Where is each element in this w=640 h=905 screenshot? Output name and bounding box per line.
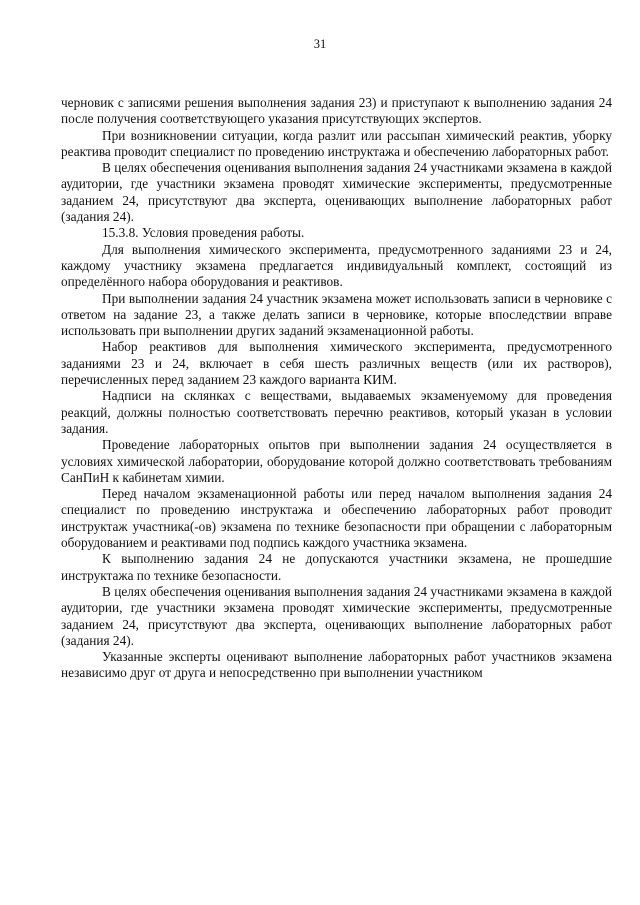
section-heading-15-3-8: 15.3.8. Условия проведения работы. bbox=[102, 225, 305, 241]
paragraph-draft-notes: При выполнении задания 24 участник экзамена может использовать записи в черновике с ответом на задание 23, а также делать записи в черновике, которые впоследствии вправе использовать при выполнении других заданий экзаменационной работы. bbox=[61, 290, 612, 339]
paragraph-experts-presence: В целях обеспечения оценивания выполнения задания 24 участниками экзамена в каждой аудитории, где участники экзамена проводят химические эксперименты, предусмотренные заданием 24, присутствуют два эксперта, оценивающих выполнение лабораторных работ (задания 24). bbox=[61, 160, 612, 225]
paragraph-experts-presence-repeat: В целях обеспечения оценивания выполнения задания 24 участниками экзамена в каждой аудитории, где участники экзамена проводят химические эксперименты, предусмотренные заданием 24, присутствуют два эксперта, оценивающих выполнение лабораторных работ (задания 24). bbox=[61, 583, 612, 648]
paragraph-lab-conditions: Проведение лабораторных опытов при выполнении задания 24 осуществляется в условиях химической лаборатории, оборудование которой должно соответствовать требованиям СанПиН к кабинетам химии. bbox=[61, 437, 612, 485]
paragraph-admission: К выполнению задания 24 не допускаются участники экзамена, не прошедшие инструктажа по технике безопасности. bbox=[61, 551, 612, 583]
paragraph-individual-kit: Для выполнения химического эксперимента, предусмотренного заданиями 23 и 24, каждому участнику экзамена предлагается индивидуальный комплект, состоящий из определённого набора оборудования и реактивов. bbox=[61, 241, 612, 290]
paragraph-reagent-set: Набор реактивов для выполнения химического эксперимента, предусмотренного заданиями 23 и 24, включает в себя шесть различных веществ (или их растворов), перечисленных перед заданием 23 каждого варианта КИМ. bbox=[61, 339, 612, 388]
paragraph-independent-assessment: Указанные эксперты оценивают выполнение лабораторных работ участников экзамена независимо друг от друга и непосредственно при выполнении участником bbox=[61, 649, 612, 681]
document-body bbox=[61, 95, 612, 682]
paragraph-continuation: черновик с записями решения выполнения задания 23) и приступают к выполнению задания 24 после получения соответствующего указания присутствующих экспертов. bbox=[61, 95, 612, 127]
page-number: 31 bbox=[313, 37, 327, 51]
paragraph-safety-briefing: Перед началом экзаменационной работы или перед началом выполнения задания 24 специалист по проведению инструктажа и обеспечению лабораторных работ проводит инструктаж участника(-ов) экзамена по технике безопасности при обращении с лабораторным оборудованием и реактивами под подпись каждого участника экзамена. bbox=[61, 486, 612, 551]
paragraph-spill-cleanup: При возникновении ситуации, когда разлит или рассыпан химический реактив, уборку реактива проводит специалист по проведению инструктажа и обеспечению лабораторных работ. bbox=[61, 127, 612, 159]
paragraph-bottle-labels: Надписи на склянках с веществами, выдаваемых экзаменуемому для проведения реакций, должны полностью соответствовать перечню реактивов, который указан в условии задания. bbox=[61, 388, 612, 436]
